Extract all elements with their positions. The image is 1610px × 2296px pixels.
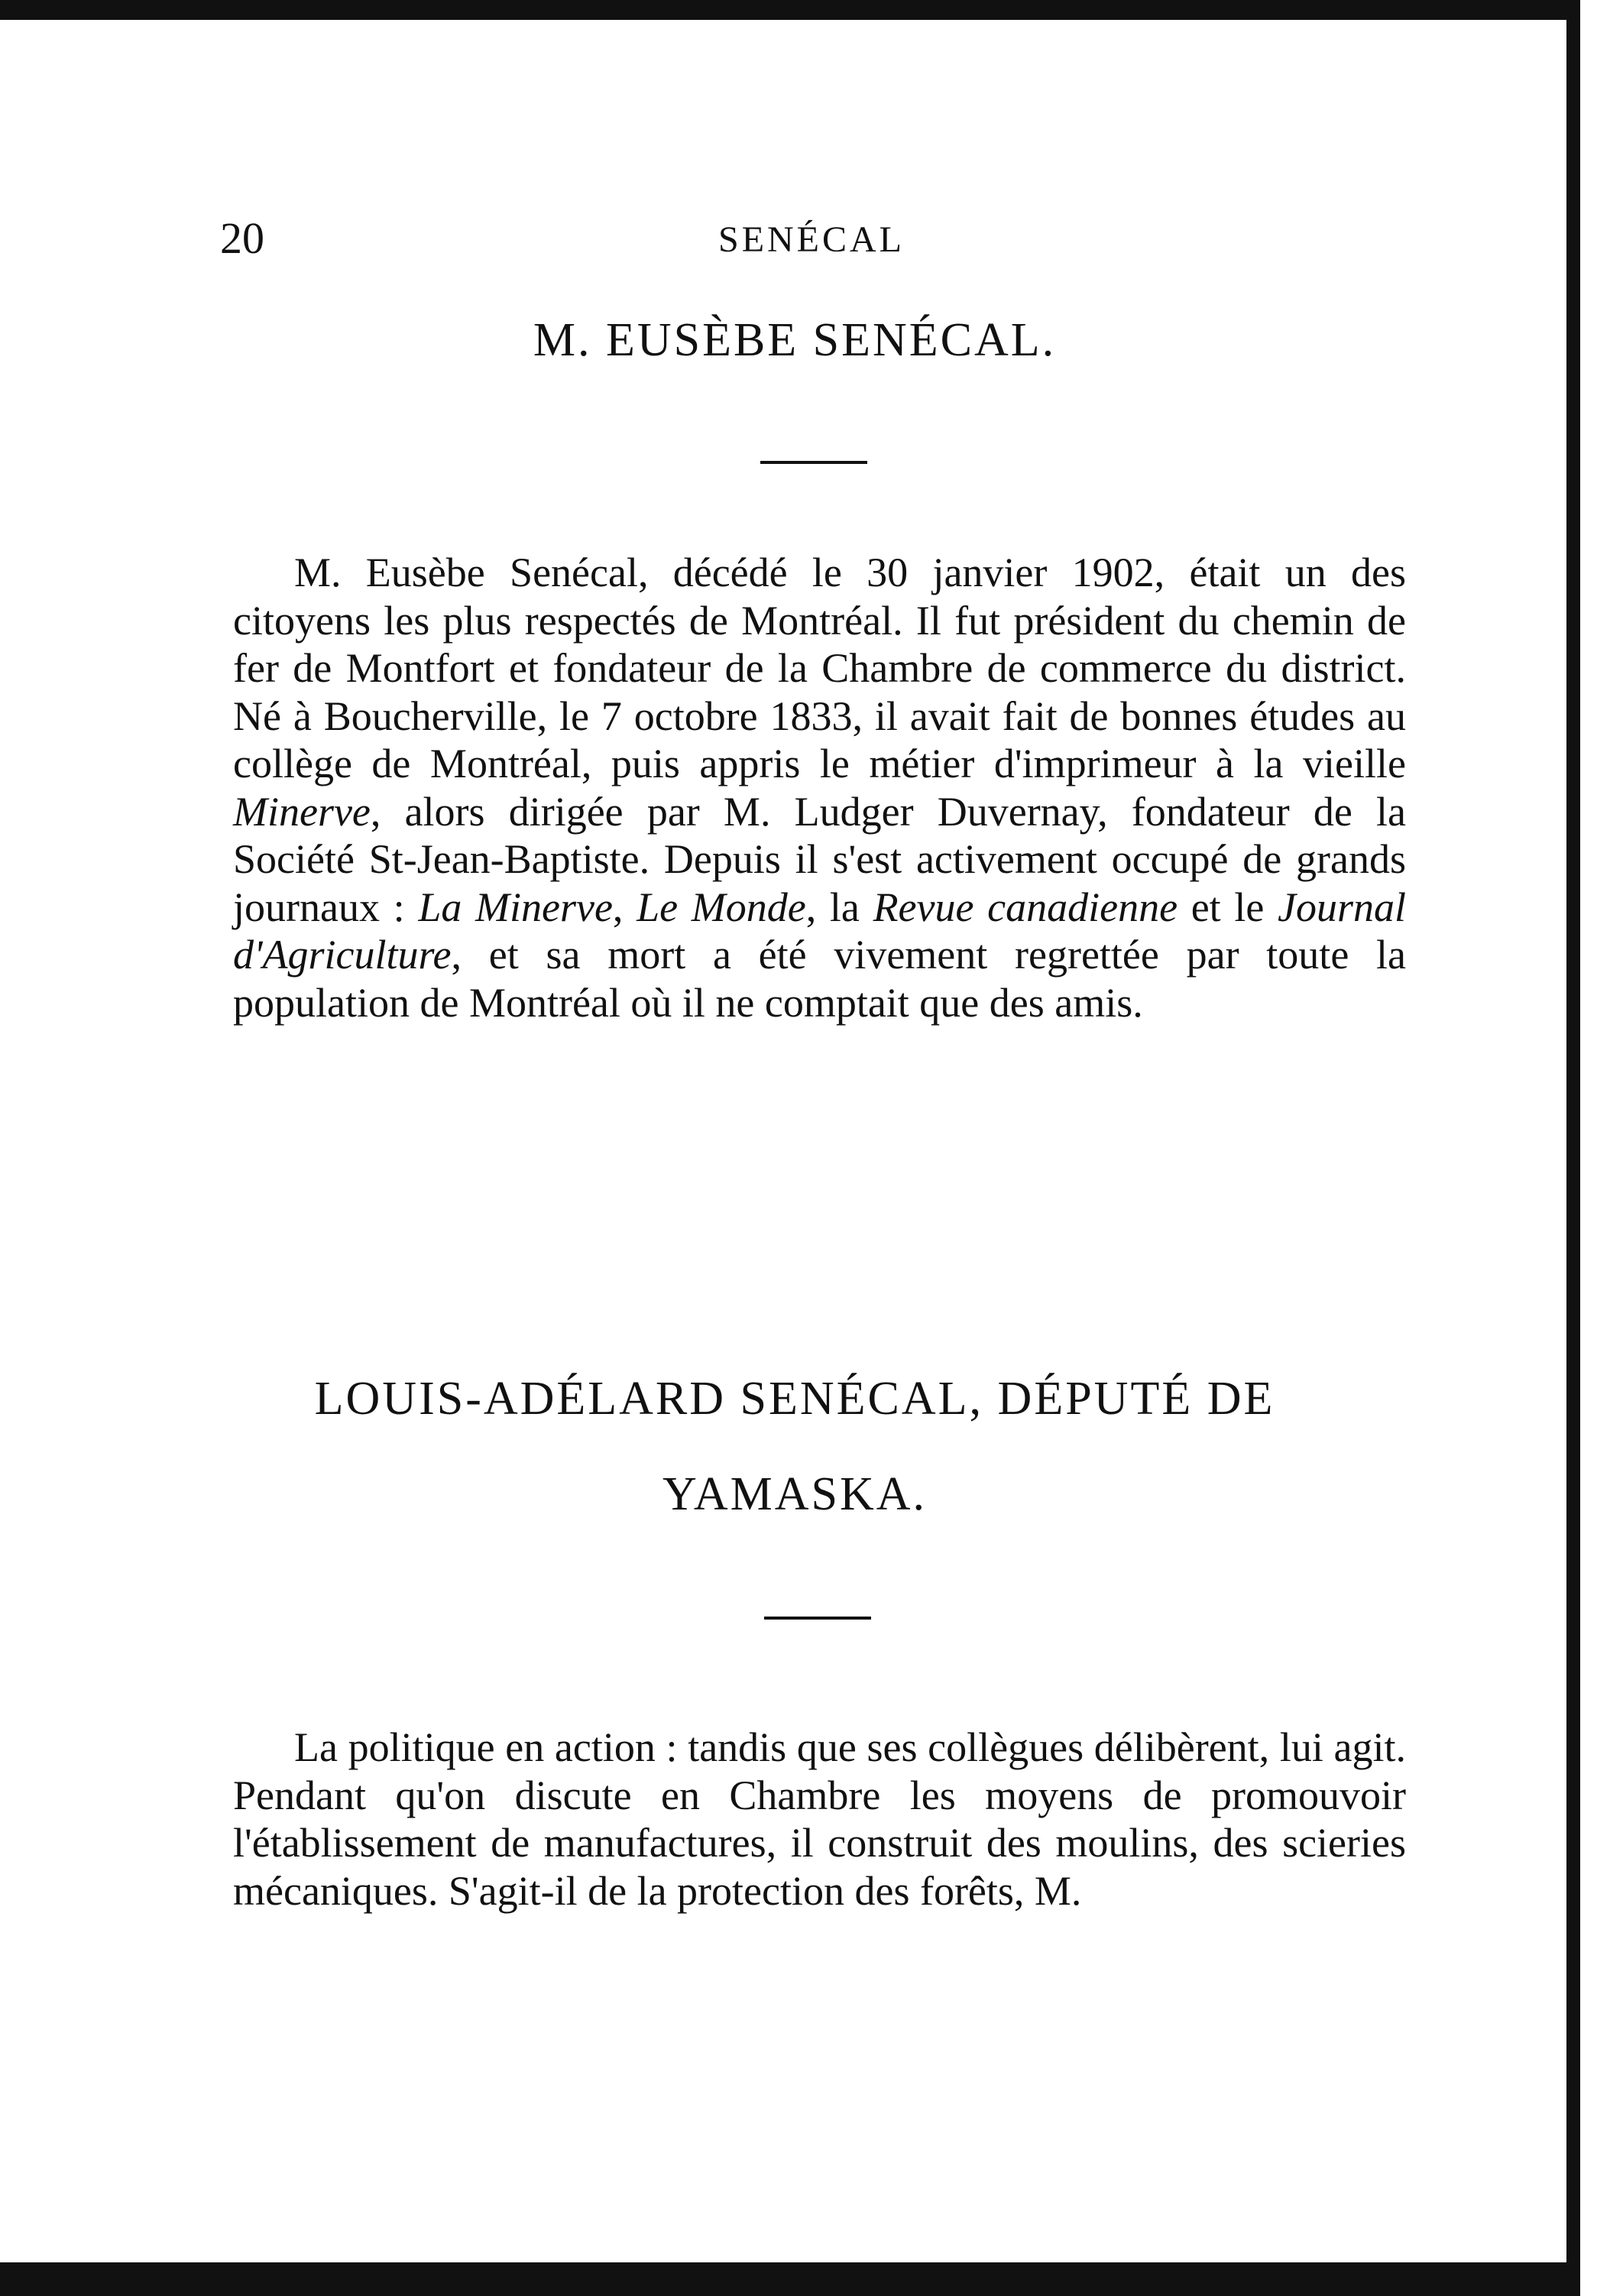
section-heading-eusebe: M. EUSÈBE SENÉCAL. (533, 314, 1057, 366)
paragraph-text: La politique en action : tandis que ses collègues délibèrent, lui agit. Pendant qu'on discute en Chambre les moyens de promouvoir l'établissement de manufactures, il construit des moulins, des scieries mécaniques. S'agit-il de la protection des forêts, M. (233, 1724, 1406, 1914)
section-heading-louis-adelard-line-2: YAMASKA. (662, 1468, 928, 1520)
section-heading-louis-adelard-line-1: LOUIS-ADÉLARD SENÉCAL, DÉPUTÉ DE (314, 1373, 1275, 1425)
text-run: et le (1178, 884, 1278, 930)
right-border-rule (1566, 0, 1580, 2296)
paragraph-eusebe (233, 549, 1406, 1026)
paragraph-louis-adelard (233, 1724, 1406, 1915)
section-divider (764, 1617, 871, 1620)
newspaper-title: Revue canadienne (873, 884, 1178, 930)
paragraph-text (233, 549, 1406, 1026)
text-run: , alors dirigée par M. Ludger Duvernay, fondateur de la Société St-Jean-Baptiste. Depuis il s'est activement occupé de grands journaux : (233, 788, 1406, 930)
text-run: , (612, 884, 637, 930)
section-divider (760, 461, 867, 464)
page-number: 20 (220, 213, 264, 263)
newspaper-title: La Minerve (418, 884, 613, 930)
text-run: , la (805, 884, 873, 930)
newspaper-title: Minerve (233, 788, 371, 835)
text-run: M. Eusèbe Senécal, décédé le 30 janvier 1902, était un des citoyens les plus respectés de Montréal. Il fut président du chemin de fer de Montfort et fondateur de la Chambre de commerce du district. Né à Boucherville, le 7 octobre 1833, il avait fait de bonnes études au collège de Montréal, puis appris le métier d'imprimeur à la vieille (233, 550, 1406, 786)
newspaper-title: Journal d'Agriculture (233, 884, 1406, 978)
running-head: SENÉCAL (718, 219, 905, 260)
newspaper-title: Le Monde (637, 884, 806, 930)
text-run: , et sa mort a été vivement regrettée par toute la population de Montréal où il ne comptait que des amis. (233, 932, 1406, 1026)
bottom-border-rule (0, 2262, 1580, 2296)
top-border-rule (0, 0, 1574, 20)
